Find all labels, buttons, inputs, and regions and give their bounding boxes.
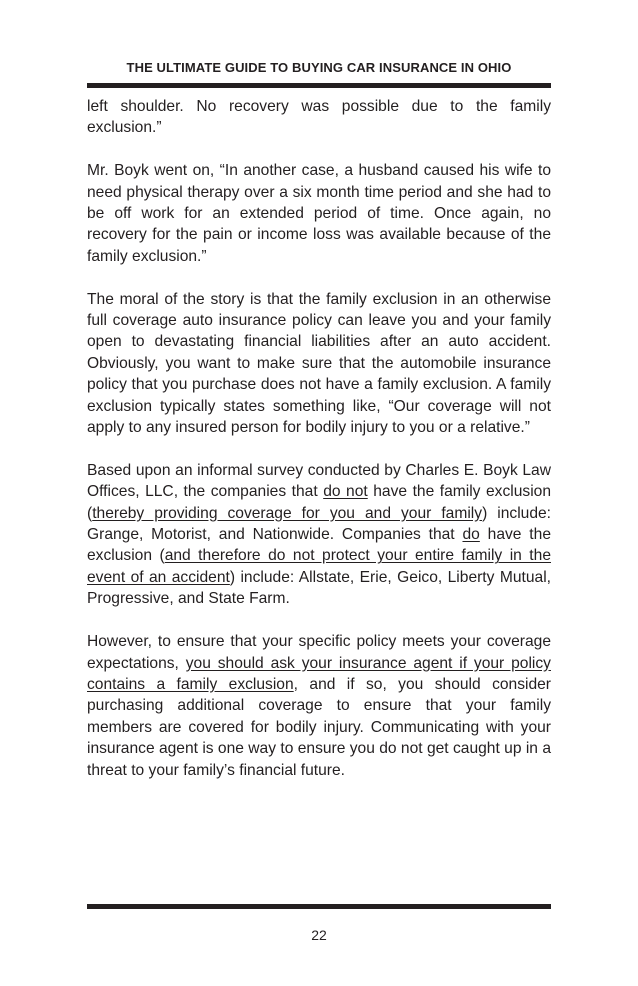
- header-rule: [87, 83, 551, 88]
- text-run: Based upon an informal survey conducted by Charles E. Boyk Law Offices, LLC, the companies that: [87, 461, 551, 501]
- underlined-text: and therefore do not protect your entire family in the event of an accident: [87, 547, 551, 586]
- paragraph-3: The moral of the story is that the family exclusion in an otherwise full coverage auto insurance policy can leave you and your family open to devastating financial liabilities after an auto accident. Obviously, you want to make sure that the automobile insurance policy that you purchase does not have a family exclusion. A family exclusion typically states something like, “Our coverage will not apply to any insured person for bodily injury to you or a relative.”: [87, 290, 551, 437]
- page-number: 22: [311, 927, 327, 943]
- text-run: , and if so, you should consider purchasing additional coverage to ensure that your family members are covered for bodily injury. Communicating with your insurance agent is one way to ensure you do not get caught up in a threat to your family’s financial future.: [87, 675, 552, 779]
- paragraph-5: [87, 631, 551, 781]
- paragraph-1: left shoulder. No recovery was possible due to the family exclusion.”: [87, 98, 551, 137]
- running-header: THE ULTIMATE GUIDE TO BUYING CAR INSURANCE IN OHIO: [126, 60, 512, 75]
- paragraph-4: [87, 460, 551, 610]
- underlined-text: do: [462, 526, 480, 544]
- text-run: have the exclusion (: [87, 526, 551, 565]
- text-run: However, to ensure that your specific policy meets your coverage expectations,: [87, 633, 551, 672]
- underlined-text: do not: [323, 483, 368, 501]
- body-text: [87, 96, 551, 781]
- paragraph-2: Mr. Boyk went on, “In another case, a husband caused his wife to need physical therapy over a six month time period and she had to be off work for an extended period of time. Once again, no recovery for the pain or income loss was available because of the family exclusion.”: [87, 162, 551, 265]
- text-run: have the family exclusion (: [87, 483, 552, 522]
- text-run: ) include: Grange, Motorist, and Nationwide. Companies that: [87, 504, 552, 544]
- underlined-text: thereby providing coverage for you and your family: [92, 504, 483, 522]
- text-run: ) include: Allstate, Erie, Geico, Liberty Mutual, Progressive, and State Farm.: [87, 568, 551, 608]
- footer-rule: [87, 904, 551, 909]
- underlined-text: you should ask your insurance agent if your policy contains a family exclusion: [87, 654, 551, 693]
